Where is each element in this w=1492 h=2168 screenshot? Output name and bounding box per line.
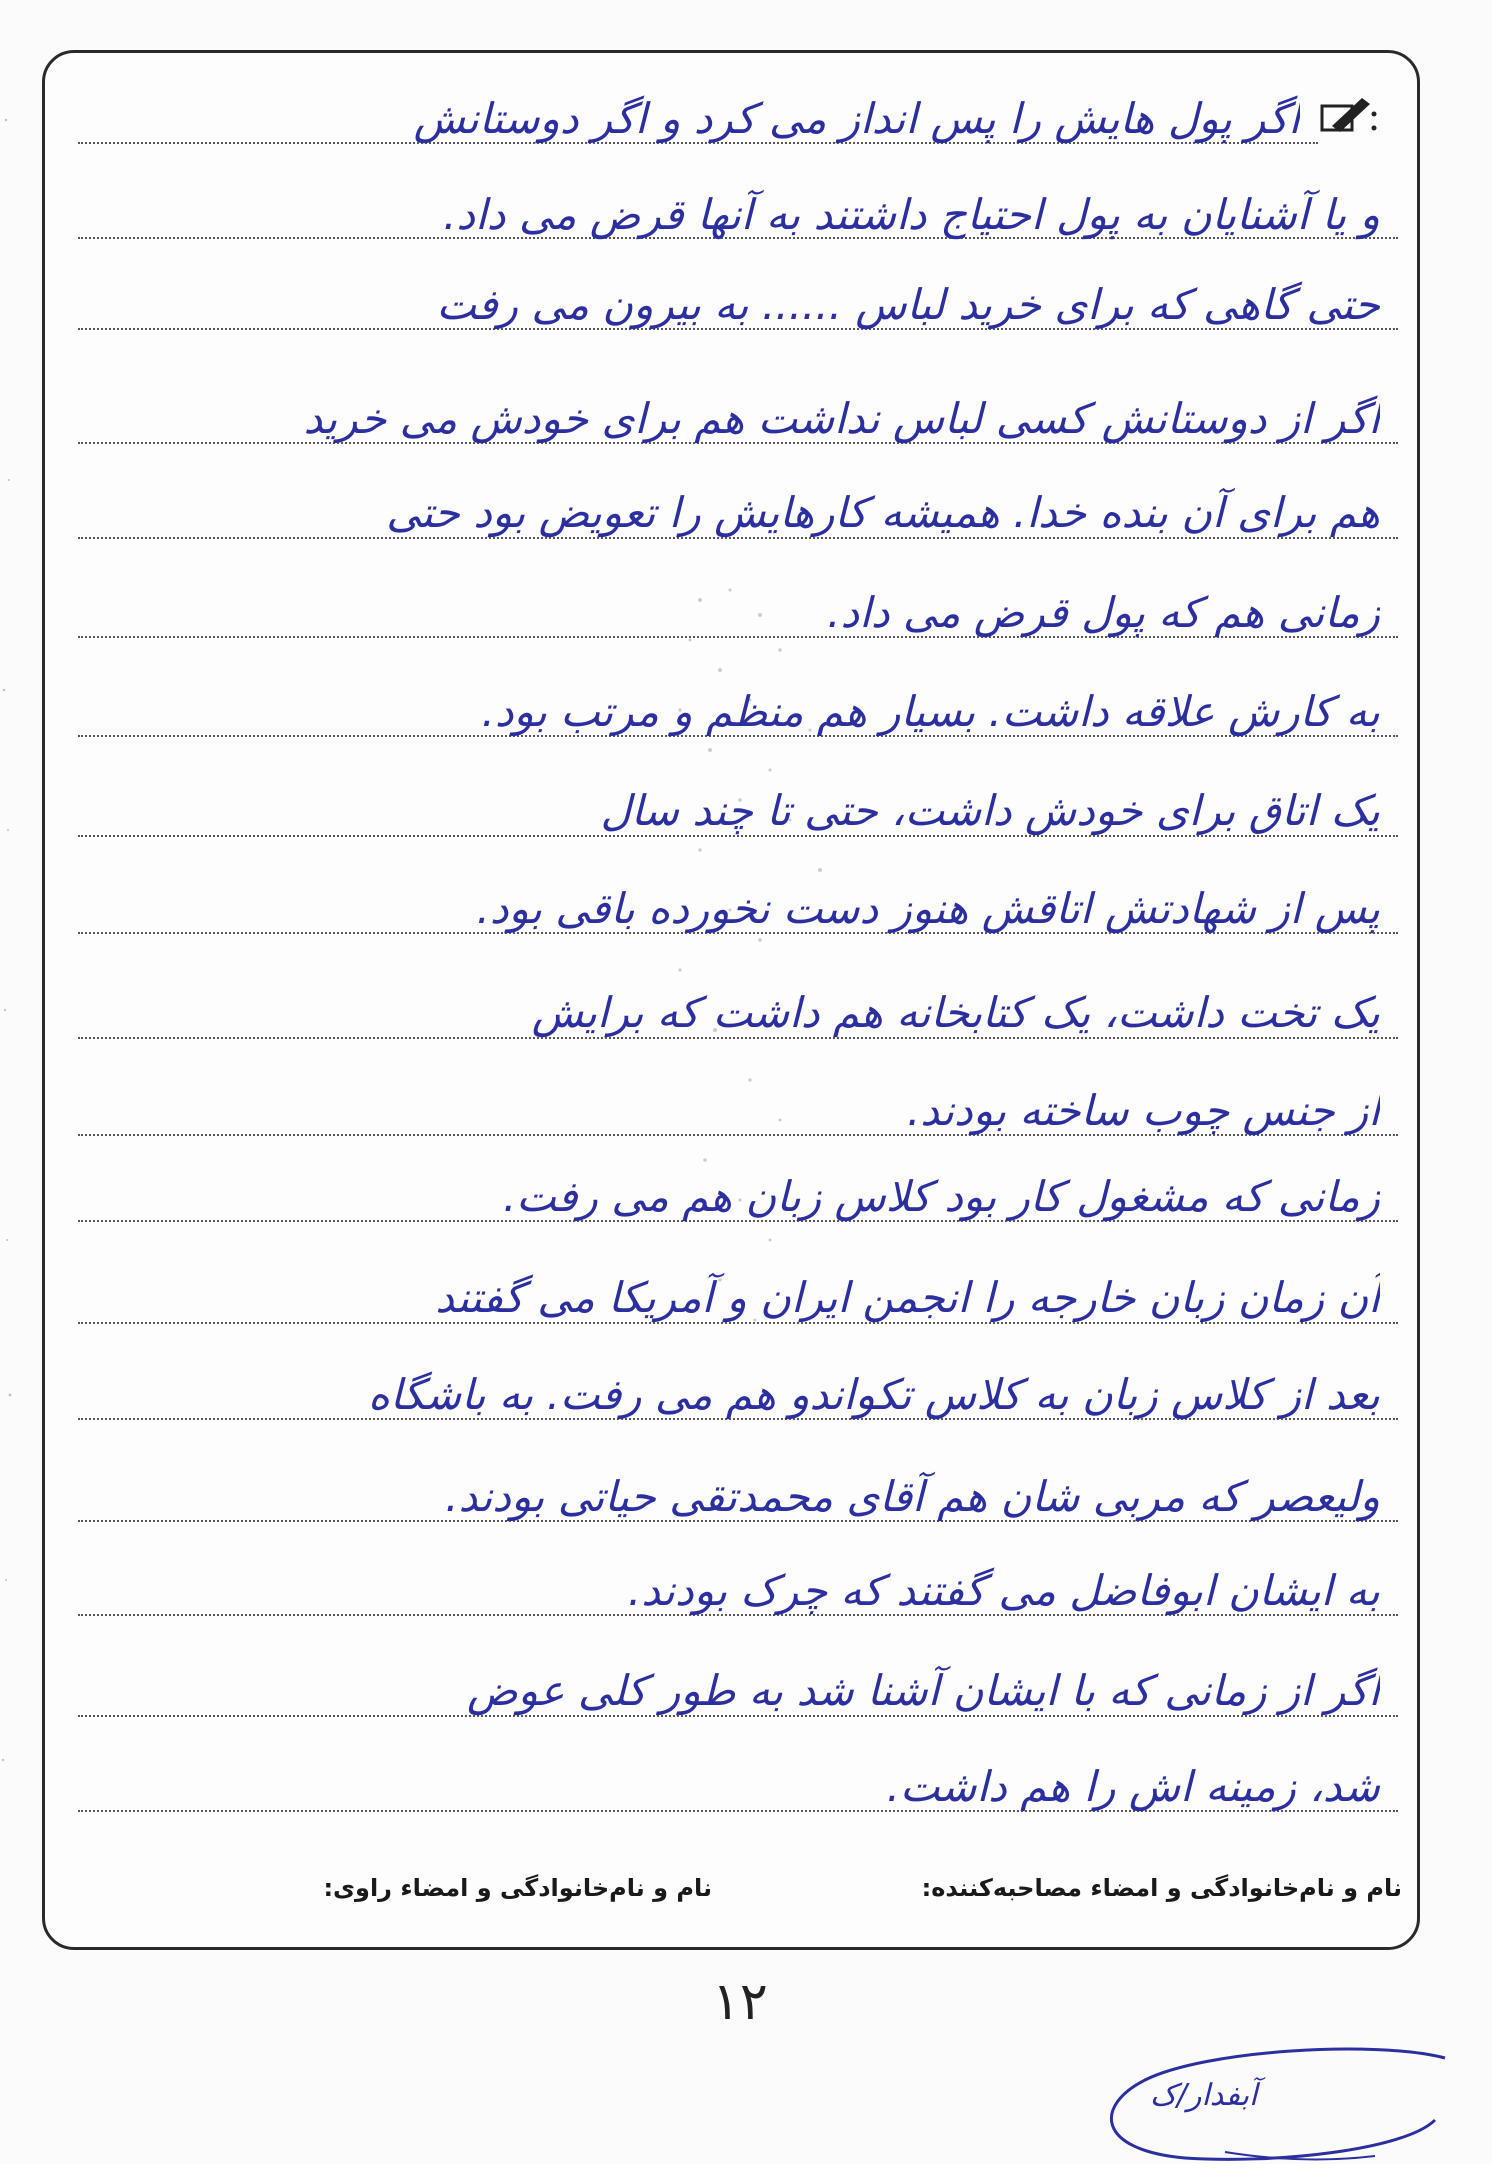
handwritten-line: زمانی که مشغول کار بود کلاس زبان هم می رفت. xyxy=(502,1172,1380,1221)
handwritten-line: یک تخت داشت، یک کتابخانه هم داشت که برایش xyxy=(531,988,1380,1037)
handwritten-line: آن زمان زبان خارجه را انجمن ایران و آمریکا می گفتند xyxy=(435,1273,1380,1322)
handwritten-line: شد، زمینه اش را هم داشت. xyxy=(886,1762,1380,1811)
handwritten-line: زمانی هم که پول قرض می داد. xyxy=(827,588,1380,637)
handwritten-line: اگر از دوستانش کسی لباس نداشت هم برای خودش می خرید xyxy=(303,394,1380,443)
handwritten-line: از جنس چوب ساخته بودند. xyxy=(906,1086,1380,1135)
handwritten-line: ولیعصر که مربی شان هم آقای محمدتقی حیاتی بودند. xyxy=(445,1472,1380,1521)
interviewer-signature-label: نام و نام‌خانوادگی و امضاء مصاحبه‌کننده: xyxy=(921,1874,1402,1902)
handwritten-line: هم برای آن بنده خدا. همیشه کارهایش را تعویض بود حتی xyxy=(386,488,1380,537)
handwritten-line: و یا آشنایان به پول احتیاج داشتند به آنها قرض می داد. xyxy=(443,190,1380,239)
margin-noise xyxy=(0,0,40,2164)
handwritten-line: به کارش علاقه داشت. بسیار هم منظم و مرتب بود. xyxy=(481,687,1380,736)
handwritten-line: حتی گاهی که برای خرید لباس ...... به بیرون می رفت xyxy=(436,280,1380,329)
narrator-signature-label: نام و نام‌خانوادگی و امضاء راوی: xyxy=(323,1874,712,1902)
handwritten-line: بعد از کلاس زبان به کلاس تکواندو هم می رفت. به باشگاه xyxy=(368,1370,1380,1419)
handwritten-line: اگر پول هایش را پس انداز می کرد و اگر دوستانش xyxy=(413,94,1300,143)
pen-icon xyxy=(1318,92,1378,140)
handwritten-line: پس از شهادتش اتاقش هنوز دست نخورده باقی بود. xyxy=(476,884,1380,933)
signature-text: آبفدار/ک xyxy=(1150,2078,1258,2113)
handwritten-line: به ایشان ابوفاضل می گفتند که چرک بودند. xyxy=(627,1566,1380,1615)
handwritten-line: یک اتاق برای خودش داشت، حتی تا چند سال xyxy=(600,786,1380,835)
signature-mark xyxy=(1075,2040,1475,2164)
page-number: ۱۲ xyxy=(712,1972,768,2032)
handwritten-line: اگر از زمانی که با ایشان آشنا شد به طور کلی عوض xyxy=(466,1666,1380,1715)
